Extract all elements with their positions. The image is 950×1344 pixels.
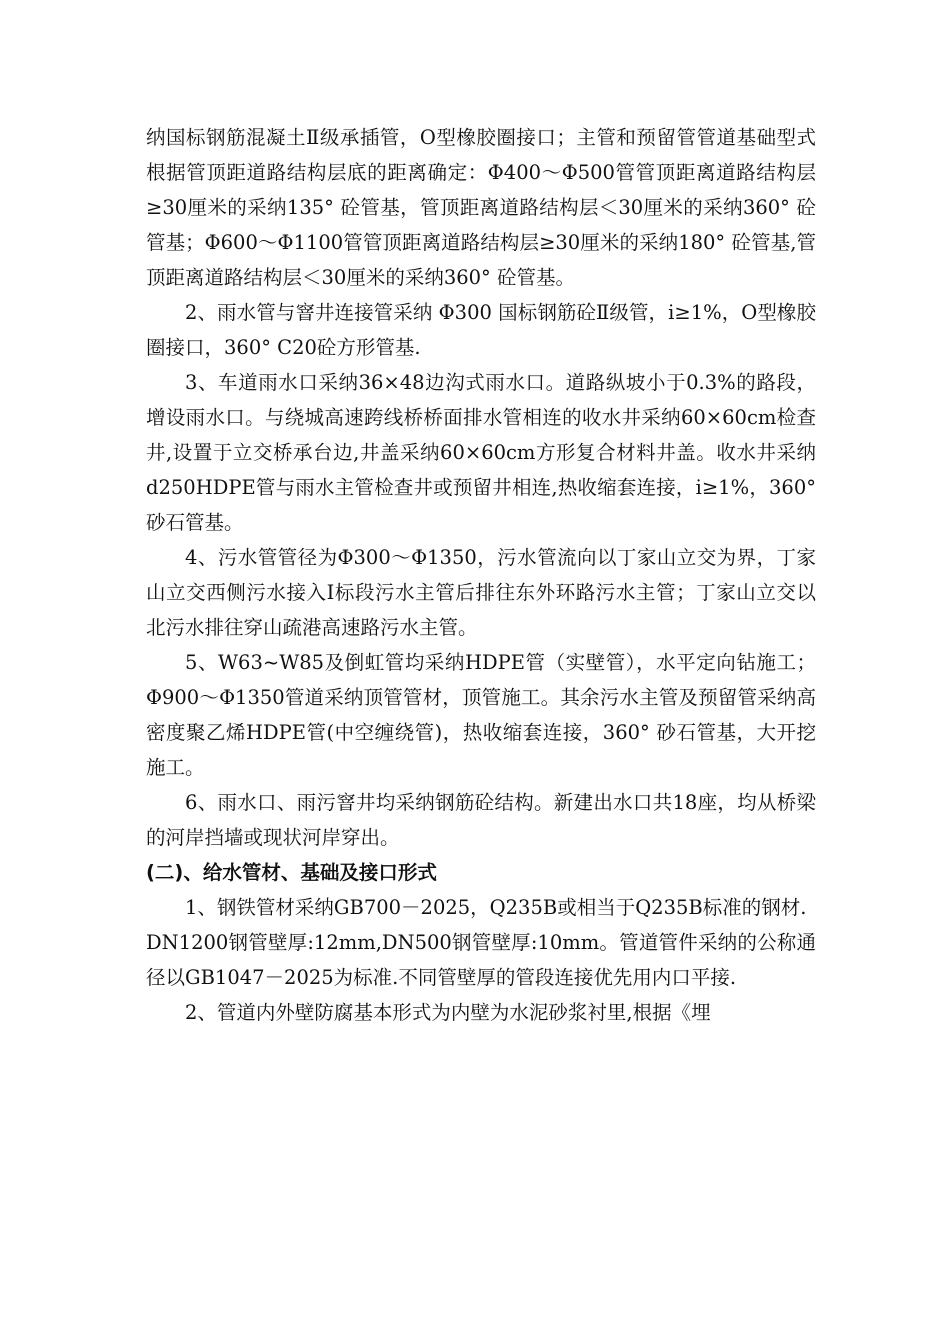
section-heading-water-supply: (二)、给水管材、基础及接口形式 <box>146 861 437 884</box>
paragraph-steel-wall-thickness: DN1200钢管壁厚:12mm,DN500钢管壁厚:10mm。管道管件采纳的公称通径以GB1047－2025为标准.不同管壁厚的管段连接优先用内口平接. <box>146 931 816 989</box>
paragraph-water-item-1-steel: 1、钢铁管材采纳GB700－2025，Q235B或相当于Q235B标准的钢材. <box>185 896 807 919</box>
paragraph-item-6-manholes: 6、雨水口、雨污窨井均采纳钢筋砼结构。新建出水口共18座，均从桥梁的河岸挡墙或现状河岸穿出。 <box>146 791 816 849</box>
paragraph-pipe-foundation: 纳国标钢筋混凝土Ⅱ级承插管，O型橡胶圈接口；主管和预留管管道基础型式根据管顶距道路结构层底的距离确定：Φ400～Φ500管管顶距离道路结构层≥30厘米的采纳135° 砼管基，管顶距离道路结构层＜30厘米的采纳360° 砼管基；Φ600～Φ1100管管顶距离道路结构层≥30厘米的采纳180° 砼管基,管顶距离道路结构层＜30厘米的采纳360° 砼管基。 <box>146 126 816 289</box>
paragraph-item-4-sewage-pipe: 4、污水管管径为Φ300～Φ1350，污水管流向以丁家山立交为界，丁家山立交西侧污水接入Ⅰ标段污水主管后排往东外环路污水主管；丁家山立交以北污水排往穿山疏港高速路污水主管。 <box>146 546 816 639</box>
paragraph-item-5-hdpe-pipe: 5、W63~W85及倒虹管均采纳HDPE管（实壁管），水平定向钻施工；Φ900～Φ1350管道采纳顶管管材，顶管施工。其余污水主管及预留管采纳高密度聚乙烯HDPE管(中空缠绕管)，热收缩套连接，360° 砂石管基，大开挖施工。 <box>146 651 816 779</box>
paragraph-item-2-connection-pipe: 2、雨水管与窨井连接管采纳 Φ300 国标钢筋砼Ⅱ级管，i≥1%，O型橡胶圈接口，360° C20砼方形管基. <box>146 301 816 359</box>
paragraph-water-item-2-anticorrosion: 2、管道内外壁防腐基本形式为内壁为水泥砂浆衬里,根据《埋 <box>185 1001 711 1024</box>
document-body <box>146 120 816 1030</box>
paragraph-item-3-rainwater-inlet: 3、车道雨水口采纳36×48边沟式雨水口。道路纵坡小于0.3%的路段，增设雨水口。与绕城高速跨线桥桥面排水管相连的收水井采纳60×60cm检查井,设置于立交桥承台边,井盖采纳60×60cm方形复合材料井盖。收水井采纳d250HDPE管与雨水主管检查井或预留井相连,热收缩套连接，i≥1%，360° 砂石管基。 <box>146 371 816 534</box>
